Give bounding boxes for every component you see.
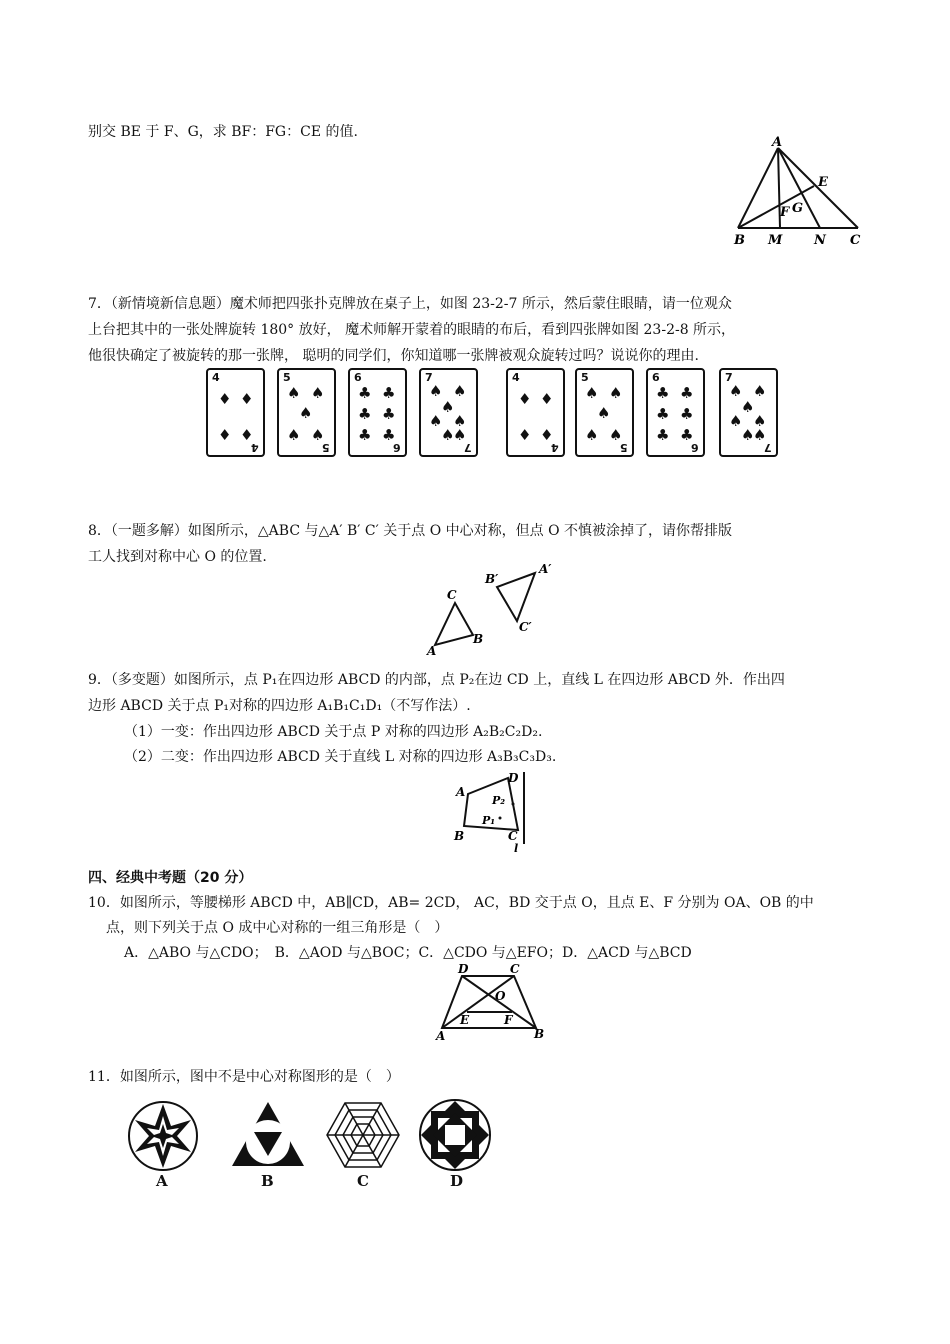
q8-line2: 工人找到对称中心 O 的位置. <box>88 549 267 565</box>
card-rank: 4 <box>512 371 520 384</box>
fig11-label-b: B <box>261 1172 274 1190</box>
fig8-label-b: B <box>473 632 484 646</box>
card-rank: 7 <box>425 371 433 384</box>
fig11-option-b-triangle-figure <box>230 1100 306 1170</box>
card-suit-icon: ♦ <box>518 426 532 444</box>
card-suit-icon: ♣ <box>382 384 396 402</box>
card-rank: 5 <box>581 371 589 384</box>
fig9-label-p1: P₁ <box>482 814 496 827</box>
card-suit-icon: ♠ <box>311 384 325 402</box>
card-suit-icon: ♠ <box>753 426 767 444</box>
card-suit-icon: ♣ <box>680 426 694 444</box>
card-suit-icon: ♠ <box>299 404 313 422</box>
fig6-label-e: E <box>818 175 828 190</box>
card-rank: 5 <box>283 371 291 384</box>
card-suit-icon: ♠ <box>585 426 599 444</box>
card-suit-icon: ♠ <box>287 384 301 402</box>
q8-line1: 8．（一题多解）如图所示，△ABC 与△A′ B′ C′ 关于点 O 中心对称，但点 O 不慎被涂掉了，请你帮排版 <box>88 523 733 539</box>
playing-card-right-2 <box>575 368 634 457</box>
fig8-label-c-prime: C′ <box>519 620 532 634</box>
card-suit-icon: ♣ <box>656 405 670 423</box>
card-suit-icon: ♠ <box>287 426 301 444</box>
card-suit-icon: ♠ <box>609 384 623 402</box>
card-suit-icon: ♠ <box>585 384 599 402</box>
card-suit-icon: ♠ <box>741 426 755 444</box>
card-suit-icon: ♣ <box>382 405 396 423</box>
card-rank-inverted: 7 <box>764 441 772 454</box>
fig11-option-d-octagon-figure <box>418 1098 492 1172</box>
q7-line2: 上台把其中的一张处牌旋转 180° 放好， 魔术师解开蒙着的眼睛的布后，看到四张牌如图 23-2-8 所示， <box>88 322 736 338</box>
card-suit-icon: ♣ <box>656 384 670 402</box>
q11-line1: 11．如图所示，图中不是中心对称图形的是（ ） <box>88 1069 400 1085</box>
fig6-label-f: F <box>780 205 790 220</box>
card-suit-icon: ♣ <box>382 426 396 444</box>
card-suit-icon: ♠ <box>441 398 455 416</box>
card-suit-icon: ♠ <box>311 426 325 444</box>
fig8-label-a: A <box>427 644 437 658</box>
q9-sub1: （1）一变：作出四边形 ABCD 关于点 P 对称的四边形 A₂B₂C₂D₂. <box>124 724 543 740</box>
card-suit-icon: ♠ <box>741 398 755 416</box>
card-suit-icon: ♠ <box>429 412 443 430</box>
fig9-label-l: l <box>514 842 519 855</box>
card-rank-inverted: 4 <box>551 441 559 454</box>
q6-line1: 别交 BE 于 F、G，求 BF：FG：CE 的值. <box>88 124 358 140</box>
fig6-label-n: N <box>814 233 826 248</box>
card-rank: 4 <box>212 371 220 384</box>
card-rank: 6 <box>354 371 362 384</box>
card-suit-icon: ♠ <box>729 412 743 430</box>
card-rank: 6 <box>652 371 660 384</box>
fig6-label-b: B <box>734 233 745 248</box>
q9-line1: 9．（多变题）如图所示，点 P₁在四边形 ABCD 的内部，点 P₂在边 CD 上，直线 L 在四边形 ABCD 外．作出四 <box>88 672 785 688</box>
fig6-label-g: G <box>792 201 804 216</box>
playing-card-right-3 <box>646 368 705 457</box>
fig8-symmetric-triangles <box>425 562 575 658</box>
card-suit-icon: ♦ <box>540 426 554 444</box>
card-suit-icon: ♠ <box>729 382 743 400</box>
playing-card-left-3 <box>348 368 407 457</box>
card-rank-inverted: 5 <box>620 441 628 454</box>
fig6-triangle-diagram <box>730 135 870 250</box>
fig10-label-o: O <box>495 989 506 1003</box>
playing-card-left-4 <box>419 368 478 457</box>
card-rank-inverted: 5 <box>322 441 330 454</box>
card-suit-icon: ♠ <box>441 426 455 444</box>
fig8-label-a-prime: A′ <box>539 562 552 576</box>
playing-card-left-2 <box>277 368 336 457</box>
card-suit-icon: ♦ <box>218 426 232 444</box>
card-suit-icon: ♠ <box>597 404 611 422</box>
fig6-label-c: C <box>850 233 861 248</box>
fig9-quadrilateral-diagram <box>450 768 540 853</box>
fig11-option-a-star-figure <box>127 1100 199 1172</box>
card-suit-icon: ♣ <box>656 426 670 444</box>
card-rank-inverted: 6 <box>691 441 699 454</box>
q7-line3: 他很快确定了被旋转的那一张牌， 聪明的同学们，你知道哪一张牌被观众旋转过吗？说说你的理由. <box>88 348 699 364</box>
fig9-label-d: D <box>508 771 519 785</box>
card-suit-icon: ♦ <box>240 390 254 408</box>
card-suit-icon: ♣ <box>358 405 372 423</box>
card-suit-icon: ♠ <box>429 382 443 400</box>
fig10-label-a: A <box>436 1029 446 1043</box>
card-suit-icon: ♠ <box>453 426 467 444</box>
card-suit-icon: ♠ <box>453 382 467 400</box>
card-rank-inverted: 4 <box>251 441 259 454</box>
q9-sub2: （2）二变：作出四边形 ABCD 关于直线 L 对称的四边形 A₃B₃C₃D₃. <box>124 749 557 765</box>
card-suit-icon: ♦ <box>540 390 554 408</box>
card-suit-icon: ♦ <box>218 390 232 408</box>
section-4-title: 四、经典中考题（20 分） <box>88 870 253 886</box>
card-suit-icon: ♦ <box>240 426 254 444</box>
fig10-label-d: D <box>458 962 469 976</box>
fig10-trapezoid-diagram <box>432 962 552 1042</box>
card-rank-inverted: 7 <box>464 441 472 454</box>
fig11-label-d: D <box>450 1172 464 1190</box>
fig8-label-c: C <box>447 588 457 602</box>
fig6-label-m: M <box>768 233 783 248</box>
fig10-label-b: B <box>534 1027 545 1041</box>
fig11-label-c: C <box>357 1172 369 1190</box>
q7-line1: 7．（新情境新信息题）魔术师把四张扑克牌放在桌子上，如图 23-2-7 所示，然后蒙住眼睛，请一位观众 <box>88 296 732 312</box>
fig9-label-c: C <box>508 829 518 843</box>
fig11-label-a: A <box>156 1172 168 1190</box>
fig9-label-p2: P₂ <box>492 794 506 807</box>
playing-card-right-4 <box>719 368 778 457</box>
card-suit-icon: ♣ <box>680 405 694 423</box>
card-suit-icon: ♣ <box>358 426 372 444</box>
q10-options: A．△ABO 与△CDO； B．△AOD 与△BOC；C．△CDO 与△EFO；D．△ACD 与△BCD <box>124 945 692 961</box>
card-suit-icon: ♠ <box>453 412 467 430</box>
card-suit-icon: ♠ <box>753 382 767 400</box>
fig9-label-a: A <box>456 785 466 799</box>
playing-card-right-1 <box>506 368 565 457</box>
fig11-option-c-hexagon-web-figure <box>325 1100 401 1170</box>
card-suit-icon: ♣ <box>358 384 372 402</box>
fig6-label-a: A <box>772 135 783 150</box>
playing-card-left-1 <box>206 368 265 457</box>
card-suit-icon: ♠ <box>753 412 767 430</box>
fig8-label-b-prime: B′ <box>485 572 499 586</box>
fig10-label-e: E <box>460 1013 470 1027</box>
q10-line1: 10．如图所示，等腰梯形 ABCD 中，AB∥CD，AB= 2CD， AC，BD 交于点 O，且点 E、F 分别为 OA、OB 的中 <box>88 895 814 911</box>
fig10-label-f: F <box>504 1013 513 1027</box>
card-suit-icon: ♦ <box>518 390 532 408</box>
card-suit-icon: ♠ <box>609 426 623 444</box>
card-rank-inverted: 6 <box>393 441 401 454</box>
fig9-label-b: B <box>454 829 465 843</box>
card-suit-icon: ♣ <box>680 384 694 402</box>
q9-line2: 边形 ABCD 关于点 P₁对称的四边形 A₁B₁C₁D₁（不写作法）. <box>88 698 471 714</box>
card-rank: 7 <box>725 371 733 384</box>
q10-line2: 点，则下列关于点 O 成中心对称的一组三角形是（ ） <box>106 920 449 936</box>
fig10-label-c: C <box>510 962 520 976</box>
